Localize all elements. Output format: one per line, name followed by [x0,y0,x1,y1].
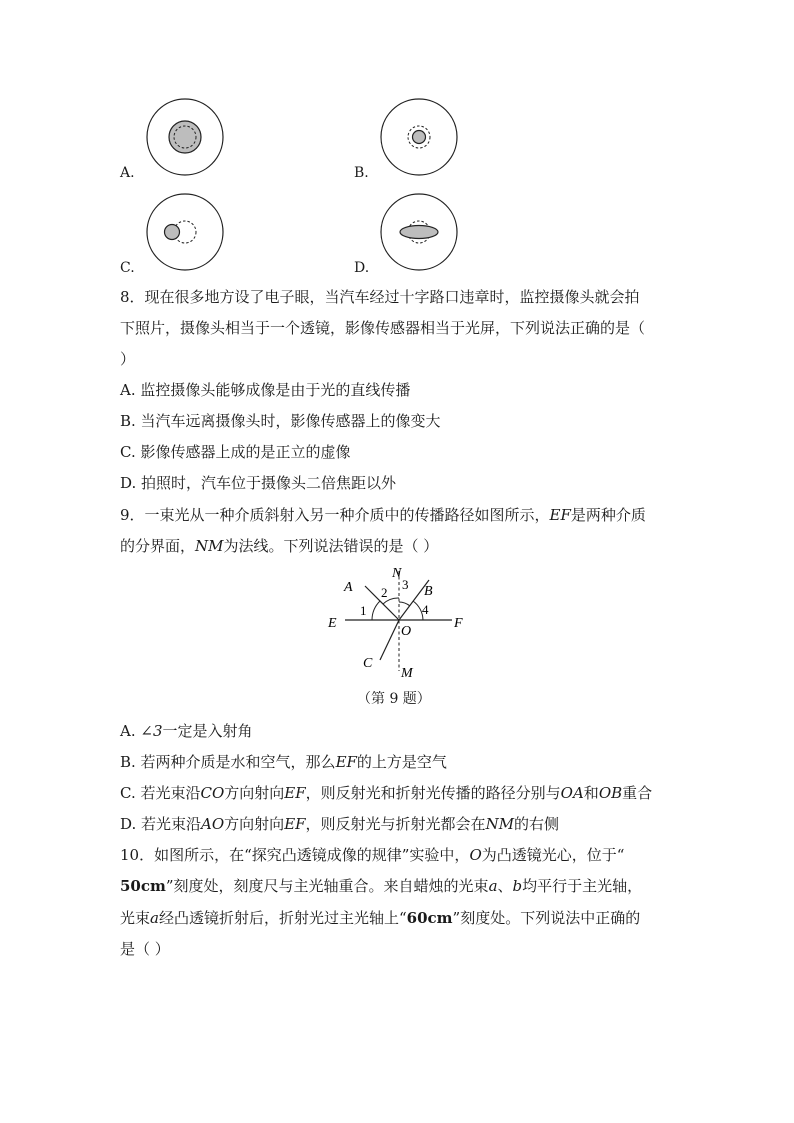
option-a-label: A. [120,165,135,181]
q10-bold-value: 50cm [120,877,166,895]
q10-text: 光束 [120,909,151,927]
label-n: N [392,566,402,581]
q8-option-c: C. 影像传感器上成的是正立的虚像 [120,443,351,461]
q9-text: D. 若光束沿 [120,815,202,833]
q9-text: 一定是入射角 [162,722,253,740]
q9-var: NM [485,815,515,833]
q9-text: 方向射向 [224,784,285,802]
q10-var: a [150,909,159,927]
q9-var: OA [560,784,584,802]
q10-stem-line-3 [120,908,640,928]
option-c-figure [140,187,230,277]
q9-text: 的分界面， [120,537,196,555]
q9-var-nm: NM [195,537,224,555]
option-b-figure [374,92,464,182]
q9-text: ，则反射光和折射光传播的路径分别与 [305,784,561,802]
q9-var: CO [200,784,225,802]
q9-stem-line-1 [120,505,646,525]
q9-option-c [120,783,652,803]
q10-bold-value: 60cm [406,909,453,927]
q10-var: b [512,877,523,895]
label-a: A [344,580,353,595]
label-angle-3: 3 [402,577,409,592]
q9-text: 为法线。下列说法错误的是（ ） [223,537,439,555]
q9-text: 重合 [622,784,653,802]
q9-var: EF [284,784,306,802]
q10-stem-line-2 [120,876,642,896]
q9-var: EF [284,815,306,833]
q8-stem-line-3: ） [120,350,136,368]
q9-text: ，则反射光与折射光都会在 [305,815,486,833]
label-e: E [328,616,337,631]
q9-text: 的右侧 [514,815,560,833]
q9-text: 和 [583,784,599,802]
figure-caption: （第 9 题） [357,691,431,707]
option-d-label: D. [354,260,370,276]
q10-text: 、 [497,877,513,895]
refraction-diagram [320,563,480,685]
q10-text: 为凸透镜光心，位于“ [481,846,625,864]
q9-text: A. ∠ [120,722,153,740]
option-a-figure [140,92,230,182]
label-c: C [363,656,373,671]
label-m: M [401,666,413,681]
label-o: O [401,624,412,639]
q9-option-a [120,721,253,741]
ray-oc [380,620,399,660]
q9-var: AO [201,815,225,833]
q9-option-b [120,752,447,772]
q8-option-b: B. 当汽车远离摄像头时，影像传感器上的像变大 [120,412,441,430]
label-angle-4: 4 [422,602,429,617]
q9-text: B. 若两种介质是水和空气，那么 [120,753,336,771]
q10-var: O [469,846,482,864]
label-angle-1: 1 [360,603,367,618]
q9-stem-line-2 [120,536,438,556]
angle-3-arc [399,602,410,606]
q10-text: 经凸透镜折射后，折射光过主光轴上“ [158,909,407,927]
q10-text: ”刻度处。下列说法中正确的 [452,909,641,927]
q9-var-ef: EF [549,506,571,524]
option-b-label: B. [354,165,369,181]
q9-option-d [120,814,559,834]
q8-stem-line-1: 8．现在很多地方设了电子眼，当汽车经过十字路口违章时，监控摄像头就会拍 [120,288,640,306]
q9-text: 方向射向 [224,815,285,833]
q9-text: 的上方是空气 [356,753,447,771]
q10-stem-line-4: 是（ ） [120,940,170,958]
option-c-label: C. [120,260,135,276]
q8-stem-line-2: 下照片，摄像头相当于一个透镜，影像传感器相当于光屏，下列说法正确的是（ [120,319,646,337]
q9-angle-number: 3 [152,722,163,740]
label-f: F [454,616,463,631]
q9-var: EF [335,753,357,771]
q9-var: OB [598,784,623,802]
label-b: B [424,584,433,599]
angle-1-arc [372,601,380,620]
q10-text: 10．如图所示，在“探究凸透镜成像的规律”实验中， [120,846,470,864]
q10-text: ”刻度处，刻度尺与主光轴重合。来自蜡烛的光束 [165,877,489,895]
q8-option-a: A. 监控摄像头能够成像是由于光的直线传播 [120,381,411,399]
option-d-figure [374,187,464,277]
q9-text: 9．一束光从一种介质斜射入另一种介质中的传播路径如图所示， [120,506,550,524]
q10-stem-line-1 [120,845,624,865]
q9-text: 是两种介质 [570,506,646,524]
label-angle-2: 2 [381,585,388,600]
q10-var: a [488,877,498,895]
q9-text: C. 若光束沿 [120,784,201,802]
q10-text: 均平行于主光轴， [522,877,643,895]
q8-option-d: D. 拍照时，汽车位于摄像头二倍焦距以外 [120,474,397,492]
